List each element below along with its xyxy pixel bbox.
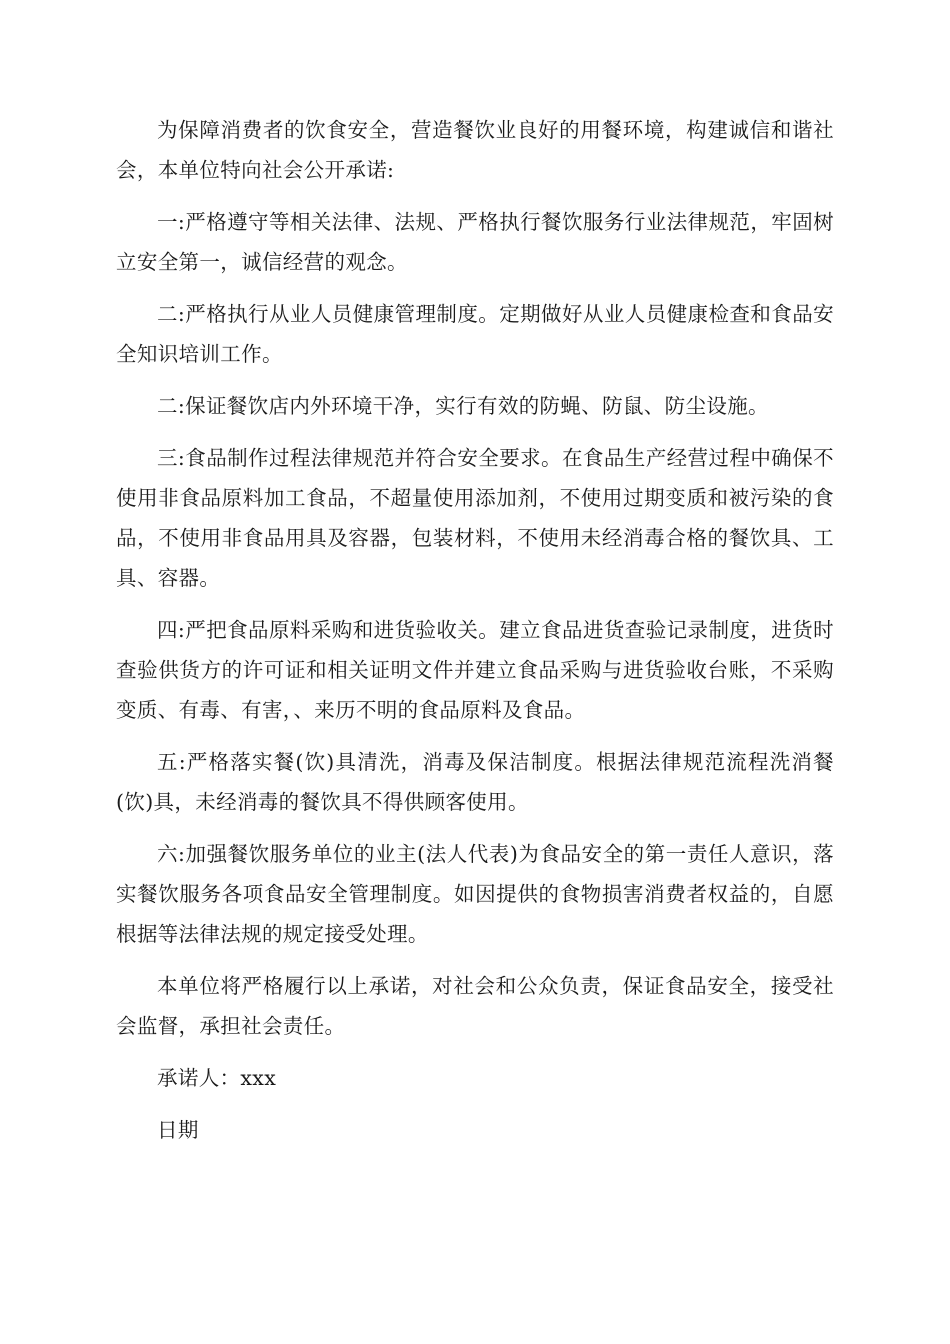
commitment-item-1: 一:严格遵守等相关法律、法规、严格执行餐饮服务行业法律规范，牢固树立安全第一，诚信经营的观念。: [116, 210, 834, 274]
closing-paragraph: 本单位将严格履行以上承诺，对社会和公众负责，保证食品安全，接受社会监督，承担社会责任。: [116, 974, 834, 1038]
signer-line: 承诺人：xxx: [157, 1066, 277, 1090]
commitment-item-2: 二:严格执行从业人员健康管理制度。定期做好从业人员健康检查和食品安全知识培训工作。: [116, 302, 834, 366]
commitment-item-2b: 二:保证餐饮店内外环境干净，实行有效的防蝇、防鼠、防尘设施。: [157, 394, 769, 418]
commitment-item-6: 六:加强餐饮服务单位的业主(法人代表)为食品安全的第一责任人意识，落实餐饮服务各项食品安全管理制度。如因提供的食物损害消费者权益的，自愿根据等法律法规的规定接受处理。: [116, 842, 834, 946]
intro-paragraph: 为保障消费者的饮食安全，营造餐饮业良好的用餐环境，构建诚信和谐社会，本单位特向社会公开承诺:: [116, 118, 834, 182]
commitment-item-3: 三:食品制作过程法律规范并符合安全要求。在食品生产经营过程中确保不使用非食品原料加工食品，不超量使用添加剂，不使用过期变质和被污染的食品，不使用非食品用具及容器，包装材料，不使用未经消毒合格的餐饮具、工具、容器。: [116, 446, 834, 590]
date-line: 日期: [157, 1118, 199, 1142]
commitment-item-4: 四:严把食品原料采购和进货验收关。建立食品进货查验记录制度，进货时查验供货方的许可证和相关证明文件并建立食品采购与进货验收台账，不采购变质、有毒、有害，、来历不明的食品原料及食品。: [116, 618, 834, 722]
document-page: [116, 110, 834, 1162]
commitment-item-5: 五:严格落实餐(饮)具清洗，消毒及保洁制度。根据法律规范流程洗消餐(饮)具，未经消毒的餐饮具不得供顾客使用。: [116, 750, 834, 814]
